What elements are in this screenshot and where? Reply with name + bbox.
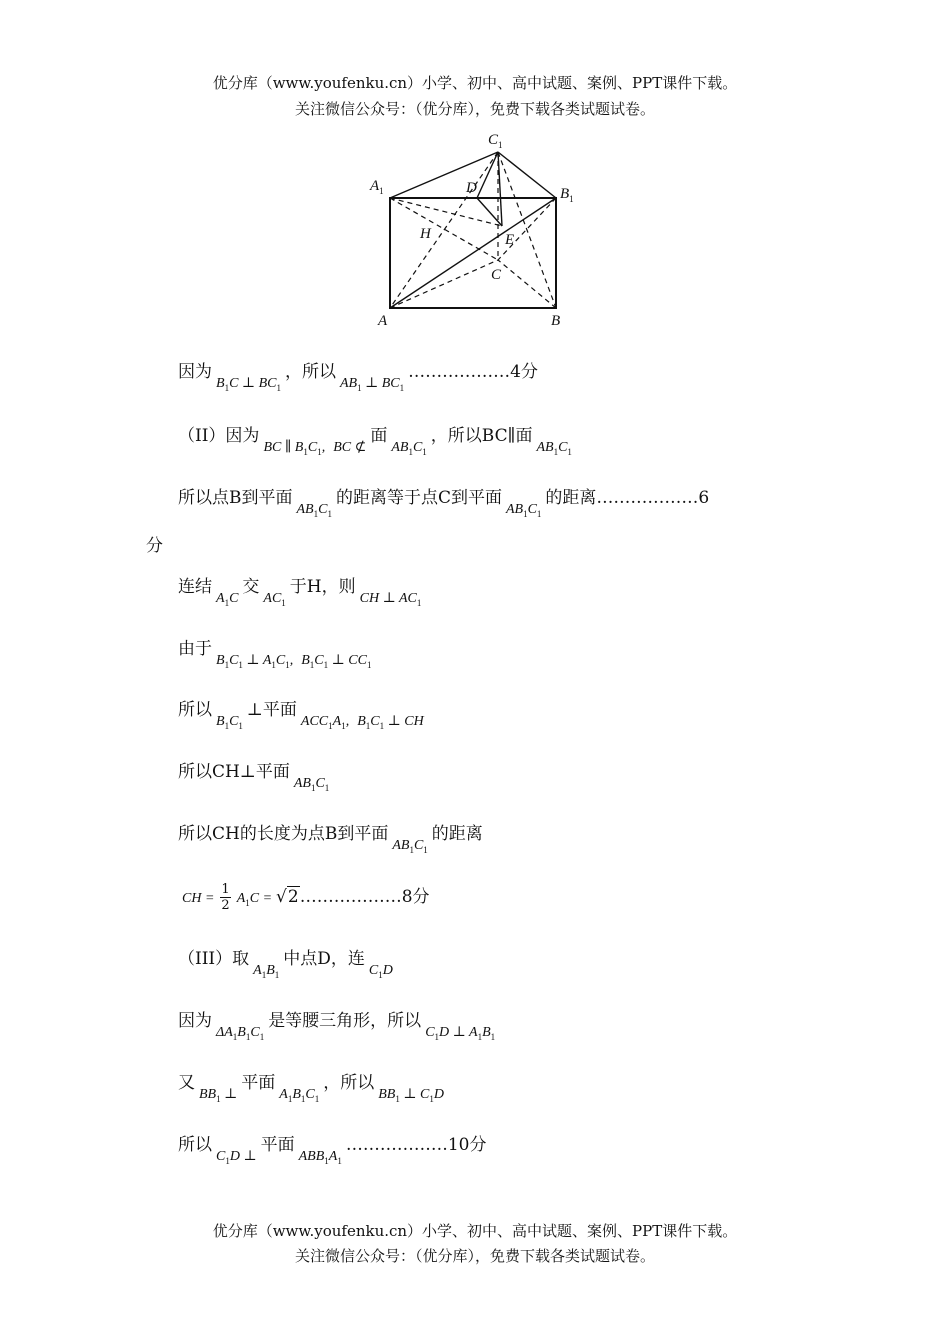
solution-line-13: 所以$C_1D$ ⊥平面$ABB_1A_1\dots\dots\dots\dots\dots\dots 10$分	[178, 1135, 487, 1166]
edge-ac	[390, 260, 498, 308]
fraction-one-half: $\frac{1}{2}$	[221, 882, 230, 913]
solution-line-3-wrap: 分	[146, 536, 163, 556]
prism-figure	[360, 126, 590, 336]
solution-line-4: 连结$A_1C$交$AC_1$于H，则CH ⊥ $AC_1$	[178, 577, 422, 608]
solution-line-8: 所以CH的长度为点B到平面$AB_1C_1$的距离	[178, 824, 483, 855]
edge-de	[477, 198, 502, 226]
solution-line-12: 又$BB_1$ ⊥平面$A_1B_1C_1$，所以$BB_1$ ⊥ $C_1D$	[178, 1073, 444, 1104]
label-b1: $B_1$	[560, 186, 574, 204]
solution-line-2: （II）因为BC ∥ $B_1C_1$, BC ⊄面$AB_1C_1$，所以BC∥面$AB_1C_1$	[178, 426, 572, 457]
label-d: D	[466, 180, 477, 196]
solution-line-11: 因为$\Delta A_1B_1C_1$是等腰三角形，所以$C_1D$ ⊥ $A_1B_1$	[178, 1011, 496, 1042]
label-h: H	[420, 226, 431, 242]
solution-line-9: CH = $\frac{1}{2}$ $A_1C$ = √2………………8分	[182, 882, 430, 913]
edge-ab1	[390, 198, 556, 308]
footer-line-2: 关注微信公众号：（优分库），免费下载各类试题试卷。	[294, 1247, 655, 1265]
edge-c1e	[498, 152, 502, 226]
solution-line-6: 所以$B_1C_1\perp$平面$ACC_1A_1$, $B_1C_1$ ⊥ CH	[178, 700, 424, 731]
edge-bc	[498, 260, 556, 308]
footer-line-1: 优分库（www.youfenku.cn）小学、初中、高中试题、案例、PPT课件下载。	[212, 1222, 738, 1240]
sqrt-two: √2	[276, 887, 299, 907]
label-c1: $C_1$	[488, 132, 503, 150]
header-line-2: 关注微信公众号：（优分库），免费下载各类试题试卷。	[294, 100, 655, 118]
solution-line-3: 所以点B到平面$AB_1C_1$的距离等于点C到平面$AB_1C_1$的距离………………6	[178, 488, 710, 519]
edge-c1b1	[498, 152, 556, 198]
solution-line-5: 由于$B_1C_1$ ⊥ $A_1C_1$, $B_1C_1$ ⊥ $CC_1$	[178, 639, 372, 670]
solution-line-7: 所以CH⊥平面$AB_1C_1$	[178, 762, 330, 793]
label-e: E	[505, 232, 515, 248]
solution-line-1: 因为$B_1C$ ⊥ $BC_1$，所以$AB_1$ ⊥ $BC_1\dots\dots\dots\dots\dots\dots 4$分	[178, 362, 538, 393]
label-c: C	[491, 267, 502, 283]
label-b: B	[551, 313, 561, 329]
label-a1: $A_1$	[370, 178, 384, 196]
label-a: A	[378, 313, 388, 329]
edge-a1e	[390, 198, 502, 226]
solution-line-10: （III）取$A_1B_1$中点D，连$C_1D$	[178, 949, 393, 980]
header-line-1: 优分库（www.youfenku.cn）小学、初中、高中试题、案例、PPT课件下载。	[212, 74, 738, 92]
